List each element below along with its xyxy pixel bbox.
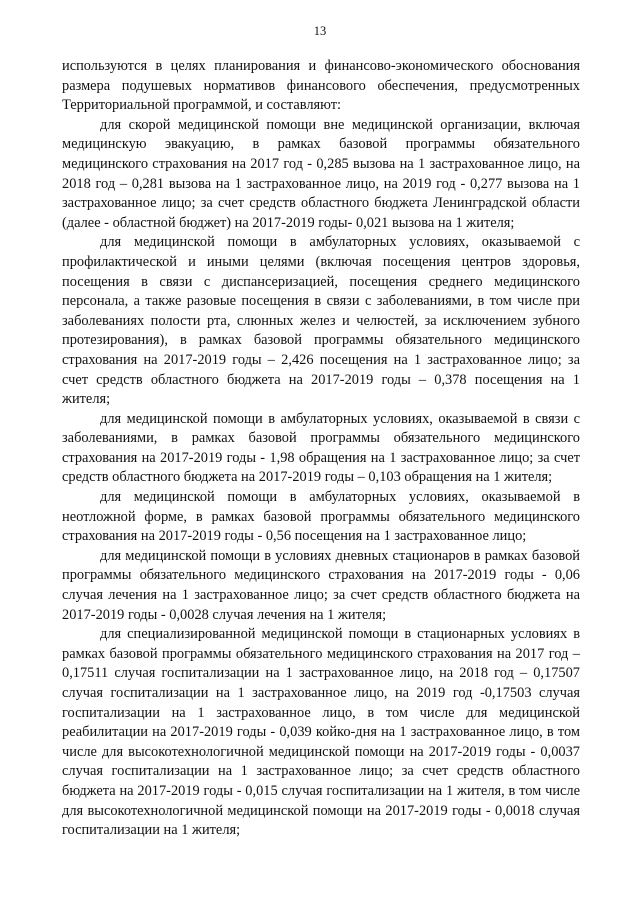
paragraph-outpatient-disease: для медицинской помощи в амбулаторных условиях, оказываемой в связи с заболеваниями, в рамках базовой программы обязательного медицинского страхования на 2017-2019 годы - 1,98 обращения на 1 застрахованное лицо; за счет средств областного бюджета на 2017-2019 годы – 0,103 обращения на 1 жителя; [62, 410, 580, 486]
paragraph-inpatient-specialized: для специализированной медицинской помощи в стационарных условиях в рамках базовой программы обязательного медицинского страхования на 2017 год – 0,17511 случая госпитализации на 1 застрахованное лицо, на 2018 год – 0,17507 случая госпитализации на 1 застрахованное лицо, на 2019 год -0,17503 случая госпитализации на 1 застрахованное лицо, в том числе для медицинской реабилитации на 2017-2019 годы - 0,039 койко-дня на 1 застрахованное лицо, в том числе для высокотехнологичной медицинской помощи на 2017-2019 годы - 0,0037 случая госпитализации на 1 застрахованное лицо; за счет средств областного бюджета на 2017-2019 годы - 0,015 случая госпитализации на 1 жителя, в том числе для высокотехнологичной медицинской помощи на 2017-2019 годы - 0,0018 случая госпитализации на 1 жителя; [62, 626, 580, 839]
document-body [62, 57, 580, 841]
paragraph-emergency-care: для скорой медицинской помощи вне медицинской организации, включая медицинскую эвакуацию, в рамках базовой программы обязательного медицинского страхования на 2017 год - 0,285 вызова на 1 застрахованное лицо, на 2018 год – 0,281 вызова на 1 застрахованное лицо, на 2019 год - 0,277 вызова на 1 застрахованное лицо; за счет средств областного бюджета Ленинградской области (далее - областной бюджет) на 2017-2019 годы- 0,021 вызова на 1 жителя; [62, 116, 580, 231]
page-number: 13 [313, 24, 327, 38]
paragraph-outpatient-urgent: для медицинской помощи в амбулаторных условиях, оказываемой в неотложной форме, в рамках базовой программы обязательного медицинского страхования на 2017-2019 годы - 0,56 посещения на 1 застрахованное лицо; [62, 489, 580, 545]
paragraph-outpatient-preventive: для медицинской помощи в амбулаторных условиях, оказываемой с профилактической и иными целями (включая посещения центров здоровья, посещения в связи с диспансеризацией, посещения среднего медицинского персонала, а также разовые посещения в связи с заболеваниями, в том числе при заболеваниях полости рта, слюнных желез и челюстей, за исключением зубного протезирования), в рамках базовой программы обязательного медицинского страхования на 2017-2019 годы – 2,426 посещения на 1 застрахованное лицо; за счет средств областного бюджета на 2017-2019 годы – 0,378 посещения на 1 жителя; [62, 234, 580, 408]
paragraph-intro: используются в целях планирования и финансово-экономического обоснования размера подушевых нормативов финансового обеспечения, предусмотренных Территориальной программой, и составляют: [62, 58, 580, 114]
paragraph-day-hospital: для медицинской помощи в условиях дневных стационаров в рамках базовой программы обязательного медицинского страхования на 2017-2019 годы - 0,06 случая лечения на 1 застрахованное лицо; за счет средств областного бюджета на 2017-2019 годы - 0,0028 случая лечения на 1 жителя; [62, 547, 580, 623]
